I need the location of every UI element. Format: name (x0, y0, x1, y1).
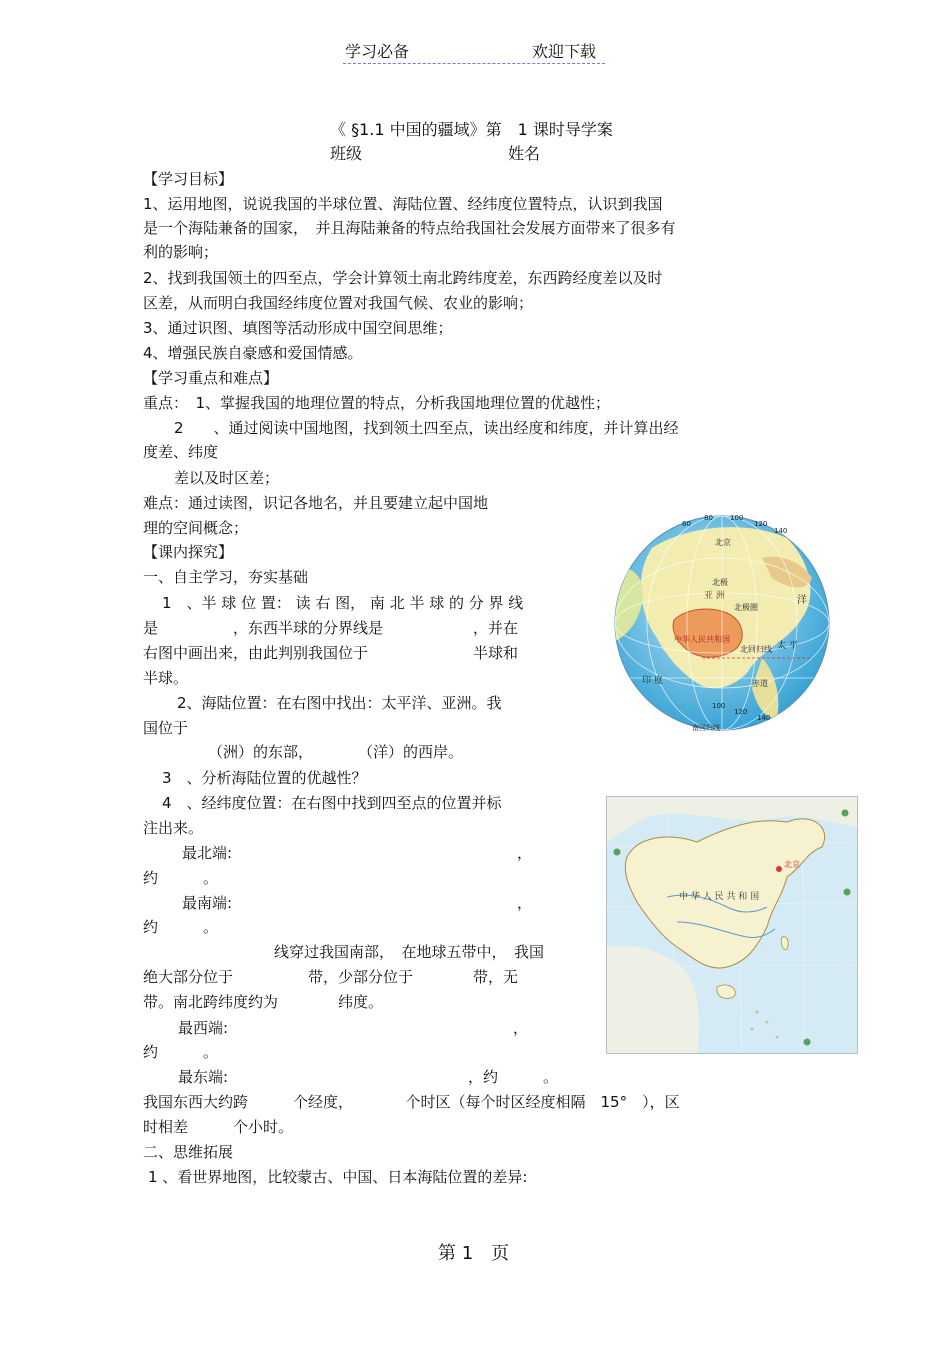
text-line: 半球。 (143, 669, 189, 687)
map-label-beijing: 北京 (784, 860, 800, 869)
hainan-island (717, 985, 735, 999)
section-heading: 【学习目标】 (143, 170, 234, 188)
header-divider (343, 63, 605, 64)
text-line: 最东端: ，约 。 (178, 1068, 559, 1086)
text-line: 3、通过识图、填图等活动形成中国空间思维； (143, 319, 453, 337)
globe-label-asia: 亚 洲 (704, 591, 725, 601)
globe-label-north-pole: 北极 (712, 578, 728, 587)
globe-label-tropic-south: 南回归线 (692, 724, 720, 732)
map-badge (842, 810, 849, 817)
globe-label-indian: 印 度 (642, 676, 663, 686)
text-line: 右图中画出来，由此判别我国位于 半球和 (143, 644, 519, 662)
text-line: 线穿过我国南部， 在地球五带中， 我国 (274, 943, 545, 961)
globe-svg (612, 508, 832, 738)
text-line: 时相差 个小时。 (143, 1118, 294, 1136)
globe-figure (612, 508, 832, 738)
map-badge (804, 1039, 811, 1046)
text-line: 2、海陆位置：在右图中找出：太平洋、亚洲。我 (177, 694, 502, 712)
header-right-text: 欢迎下载 (532, 42, 597, 61)
text-line: （洲）的东部， （洋）的西岸。 (208, 743, 464, 761)
text-line: 度差、纬度 (143, 443, 219, 461)
globe-label-equator: 赤道 (752, 679, 768, 688)
globe-lon-label: 60 (682, 520, 691, 528)
text-line: 约 。 (143, 1043, 219, 1061)
globe-lon-label: 100 (730, 514, 744, 522)
text-line: 2 、通过阅读中国地图，找到领土四至点，读出经度和纬度，并计算出经 (174, 419, 679, 437)
globe-label-beijing: 北京 (715, 538, 731, 547)
taiwan-island (781, 937, 788, 950)
china-map-svg (607, 797, 857, 1053)
map-badge (614, 849, 621, 856)
text-line: 最北端: ， (182, 844, 533, 862)
china-map-figure (606, 796, 858, 1054)
text-line: 我国东西大约跨 个经度， 个时区（每个时区经度相隔 15° ），区 (143, 1093, 680, 1111)
capital-marker (776, 866, 782, 872)
name-label: 姓名 (508, 144, 541, 163)
globe-lon-label: 120 (734, 708, 748, 716)
text-line: 1 、半 球 位 置： 读 右 图， 南 北 半 球 的 分 界 线 (162, 594, 524, 612)
section-heading: 【学习重点和难点】 (143, 369, 279, 387)
section-heading: 二、思维拓展 (143, 1143, 234, 1161)
text-line: 一、自主学习，夯实基础 (143, 568, 309, 586)
text-line: 3 、分析海陆位置的优越性？ (162, 769, 367, 787)
globe-label-tropic: 北回归线 (740, 645, 772, 654)
globe-label-arctic: 北极圈 (734, 603, 758, 612)
globe-lon-label: 140 (774, 527, 788, 535)
document-title: 《 §1.1 中国的疆域》第 1 课时导学案 (330, 120, 613, 139)
globe-lon-label: 140 (757, 714, 771, 722)
text-line: 最南端: ， (182, 894, 533, 912)
text-line: 差以及时区差； (174, 469, 280, 487)
text-line: 最西端: ， (178, 1019, 529, 1037)
text-line: 难点：通过读图，识记各地名，并且要建立起中国地 (143, 494, 489, 512)
text-line: 区差，从而明白我国经纬度位置对我国气候、农业的影响； (143, 294, 534, 312)
text-line: 2、找到我国领土的四至点，学会计算领土南北跨纬度差，东西跨经度差以及时 (143, 269, 663, 287)
text-line: 国位于 (143, 719, 189, 737)
text-line: 重点： 1、掌握我国的地理位置的特点，分析我国地理位置的优越性； (143, 394, 611, 412)
text-line: 1 、看世界地图，比较蒙古、中国、日本海陆位置的差异: (148, 1168, 528, 1186)
text-line: 是 ，东西半球的分界线是 ，并在 (143, 619, 519, 637)
text-line: 是一个海陆兼备的国家， 并且海陆兼备的特点给我国社会发展方面带来了很多有 (143, 219, 676, 237)
map-label-china: 中 华 人 民 共 和 国 (679, 892, 760, 902)
text-line: 带。南北跨纬度约为 纬度。 (143, 993, 384, 1011)
header-left-text: 学习必备 (345, 42, 410, 61)
globe-label-china: 中华人民共和国 (674, 635, 730, 644)
text-line: 4、增强民族自豪感和爱国情感。 (143, 344, 363, 362)
class-label: 班级 (330, 144, 363, 163)
globe-label-ocean: 洋 (797, 595, 807, 606)
globe-lon-label: 80 (704, 514, 713, 522)
section-heading: 【课内探究】 (143, 543, 234, 561)
text-line: 绝大部分位于 带，少部分位于 带，无 (143, 968, 519, 986)
globe-lon-label: 120 (754, 520, 768, 528)
text-line: 理的空间概念； (143, 519, 249, 537)
text-line: 注出来。 (143, 819, 204, 837)
globe-label-pacific: 太 平 (777, 641, 798, 651)
page-footer: 第 1 页 (438, 1243, 510, 1264)
globe-lon-label: 100 (712, 702, 726, 710)
map-badge (844, 889, 851, 896)
text-line: 4 、经纬度位置：在右图中找到四至点的位置并标 (162, 794, 502, 812)
text-line: 1、运用地图，说说我国的半球位置、海陆位置、经纬度位置特点，认识到我国 (143, 195, 663, 213)
text-line: 约 。 (143, 869, 219, 887)
text-line: 利的影响； (143, 243, 219, 261)
text-line: 约 。 (143, 918, 219, 936)
